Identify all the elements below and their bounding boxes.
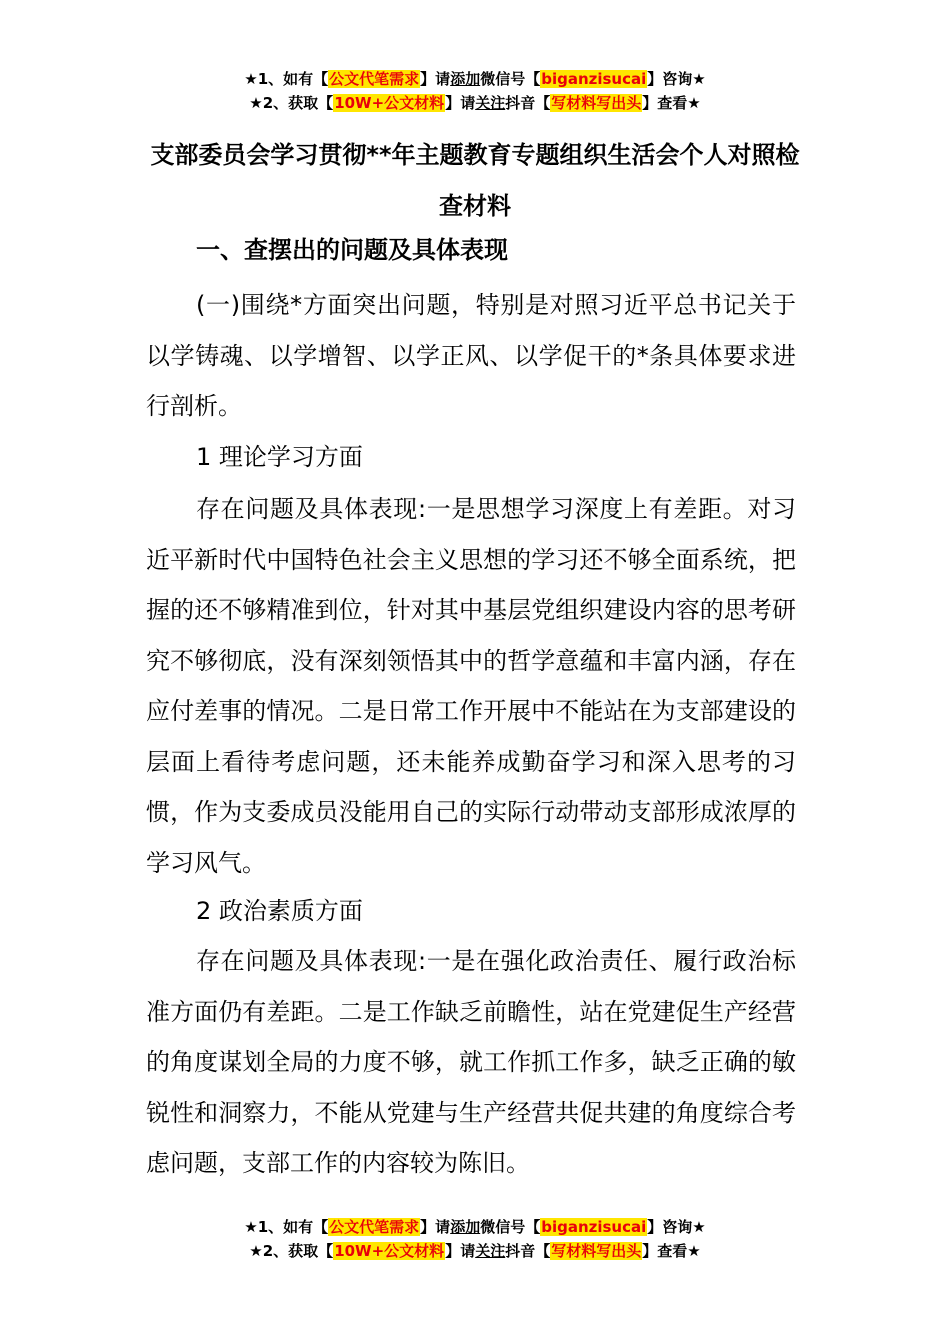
- douyin-account-highlight: 写材料写出头: [551, 94, 642, 112]
- promo-text: 】请: [445, 94, 476, 112]
- promo-text: 】请: [445, 1242, 476, 1260]
- promo-text: 抖音【: [505, 1242, 551, 1260]
- highlight-materials: 10W+公文材料: [334, 94, 445, 112]
- highlight-writing-service: 公文代笔需求: [329, 1218, 420, 1236]
- highlight-writing-service: 公文代笔需求: [329, 70, 420, 88]
- promo-line-1: [0, 67, 950, 91]
- promo-underline: 关注: [475, 94, 506, 112]
- subheading-political-quality: 2 政治素质方面: [196, 897, 363, 925]
- promo-text: ★1、如有【: [244, 1218, 329, 1236]
- paragraph-1: (一)围绕*方面突出问题，特别是对照习近平总书记关于以学铸魂、以学增智、以学正风、以学促干的*条具体要求进行剖析。: [146, 291, 796, 420]
- douyin-account-highlight: 写材料写出头: [551, 1242, 642, 1260]
- subheading-theory-study: 1 理论学习方面: [196, 443, 363, 471]
- promo-text: 】请: [420, 1218, 451, 1236]
- promo-underline: 添加: [450, 1218, 481, 1236]
- paragraph-2: 存在问题及具体表现:一是思想学习深度上有差距。对习近平新时代中国特色社会主义思想的学习还不够全面系统，把握的还不够精准到位，针对其中基层党组织建设内容的思考研究不够彻底，没有深刻领悟其中的哲学意蕴和丰富内涵，存在应付差事的情况。二是日常工作开展中不能站在为支部建设的层面上看待考虑问题，还未能养成勤奋学习和深入思考的习惯，作为支委成员没能用自己的实际行动带动支部形成浓厚的学习风气。: [146, 495, 796, 877]
- promo-text: 】咨询★: [647, 1218, 706, 1236]
- promo-text: ★2、获取【: [249, 1242, 334, 1260]
- promo-banner-top: [0, 67, 950, 115]
- promo-text: 微信号【: [480, 1218, 541, 1236]
- promo-text: 】请: [420, 70, 451, 88]
- promo-text: ★1、如有【: [244, 70, 329, 88]
- promo-text: 】查看★: [642, 94, 701, 112]
- highlight-materials: 10W+公文材料: [334, 1242, 445, 1260]
- wechat-id-highlight: biganzisucai: [541, 1218, 647, 1236]
- paragraph-3: 存在问题及具体表现:一是在强化政治责任、履行政治标准方面仍有差距。二是工作缺乏前瞻性，站在党建促生产经营的角度谋划全局的力度不够，就工作抓工作多，缺乏正确的敏锐性和洞察力，不能从党建与生产经营共促共建的角度综合考虑问题，支部工作的内容较为陈旧。: [146, 947, 796, 1177]
- promo-text: ★2、获取【: [249, 94, 334, 112]
- section-heading-1: 一、查摆出的问题及具体表现: [196, 236, 508, 264]
- promo-line-2: [0, 1239, 950, 1263]
- document-title: 支部委员会学习贯彻**年主题教育专题组织生活会个人对照检查材料: [150, 141, 800, 220]
- promo-text: 抖音【: [505, 94, 551, 112]
- promo-underline: 添加: [450, 70, 481, 88]
- promo-underline: 关注: [475, 1242, 506, 1260]
- promo-line-2: [0, 91, 950, 115]
- promo-text: 】查看★: [642, 1242, 701, 1260]
- promo-text: 微信号【: [480, 70, 541, 88]
- promo-line-1: [0, 1215, 950, 1239]
- promo-text: 】咨询★: [647, 70, 706, 88]
- promo-banner-bottom: [0, 1215, 950, 1263]
- wechat-id-highlight: biganzisucai: [541, 70, 647, 88]
